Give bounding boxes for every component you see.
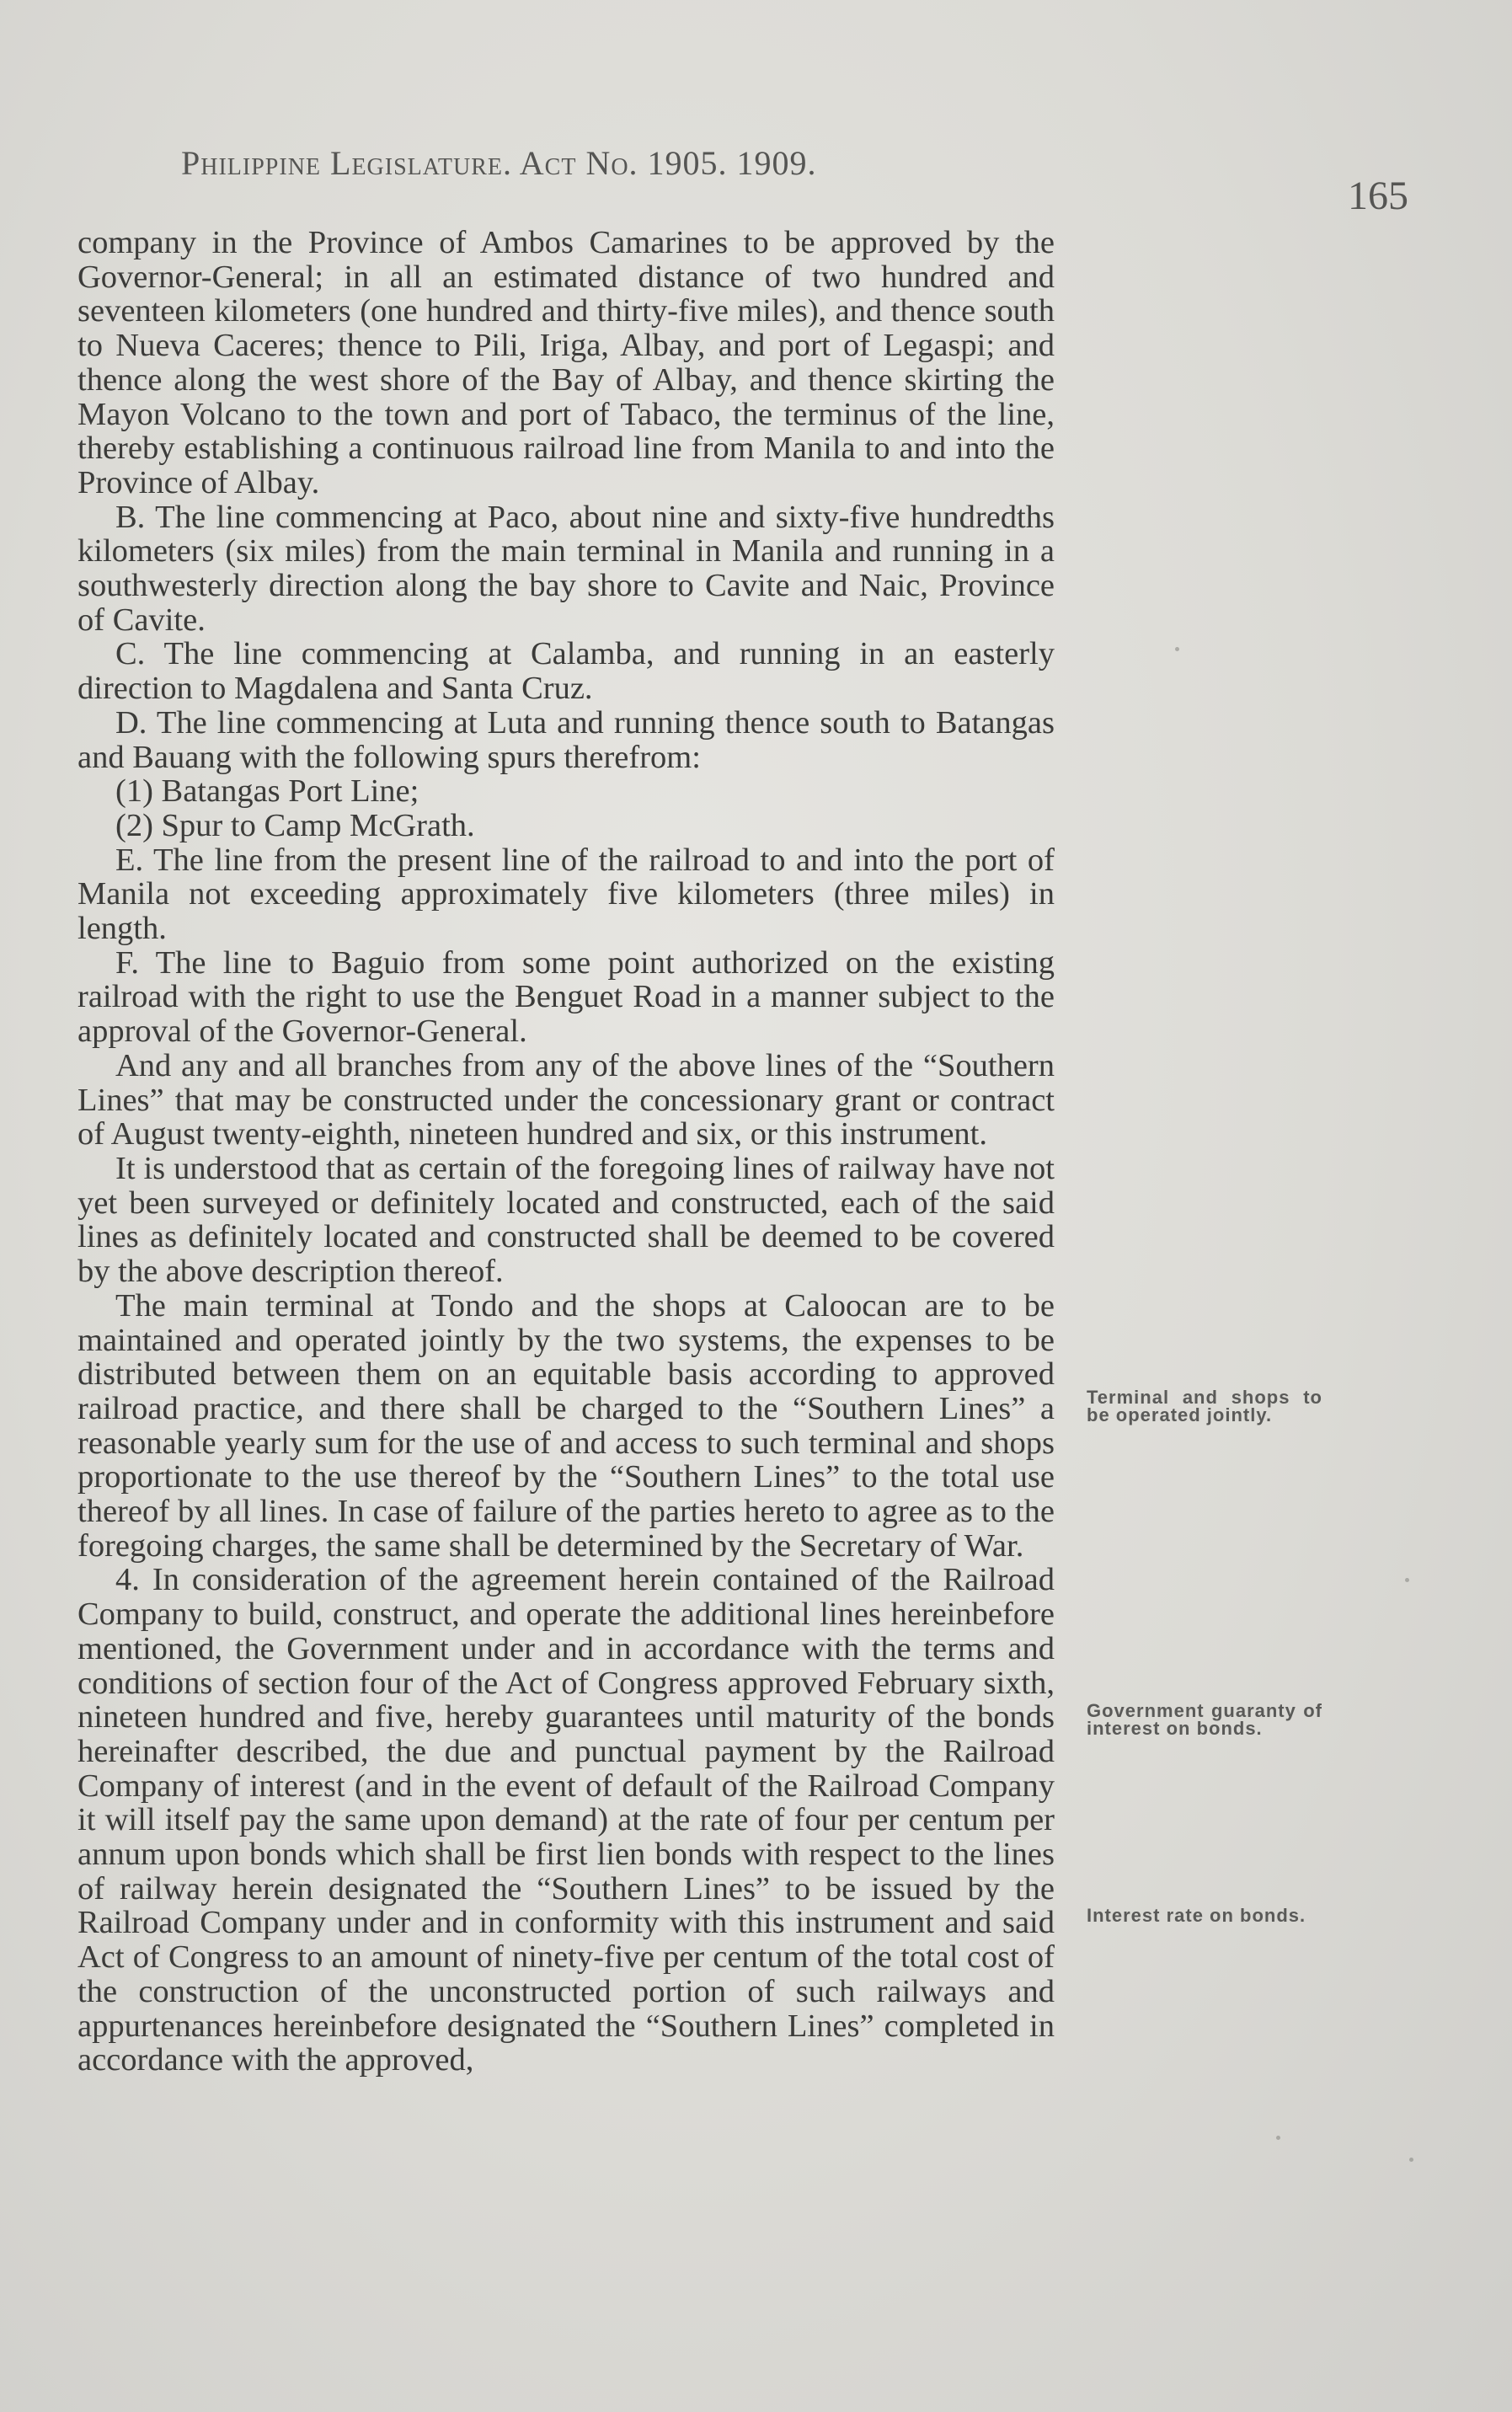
margin-note-guaranty: Government guaranty of interest on bonds. xyxy=(1087,1700,1322,1739)
page-number: 165 xyxy=(1348,174,1408,218)
paragraph-f: F. The line to Baguio from some point authorized on the existing railroad with the right to use the Benguet Road in a manner subject to the approval of the Governor-General. xyxy=(77,944,1055,1050)
margin-note-terminal: Terminal and shops to be operated jointly. xyxy=(1087,1387,1322,1425)
running-head: Philippine Legislature. Act No. 1905. 1909. xyxy=(181,144,817,182)
body-text xyxy=(77,226,1055,2078)
paper-speck xyxy=(1276,2136,1280,2140)
paragraph-e: E. The line from the present line of the railroad to and into the port of Manila not exceeding approximately five kilometers (three miles) in length. xyxy=(77,842,1055,947)
paragraph-section-4: 4. In consideration of the agreement herein contained of the Railroad Company to build, construct, and operate the additional lines hereinbefore mentioned, the Government under and in accordance with the terms and conditions of section four of the Act of Congress approved February sixth, nineteen hundred and five, hereby guarantees until maturity of the bonds hereinafter described, the due and punctual payment by the Railroad Company of interest (and in the event of default of the Railroad Company it will itself pay the same upon demand) at the rate of four per centum per annum upon bonds which shall be first lien bonds with respect to the lines of railway herein designated the “Southern Lines” to be issued by the Railroad Company under and in conformity with this instrument and said Act of Congress to an amount of ninety-five per centum of the total cost of the construction of the unconstructed portion of such railways and appurtenances hereinbefore designated the “Southern Lines” completed in accordance with the approved, xyxy=(77,1562,1055,2078)
paragraph-a-continuation: company in the Province of Ambos Camarines to be approved by the Governor-General; in all an estimated distance of two hundred and seventeen kilometers (one hundred and thirty-five miles), and thence south to Nueva Caceres; thence to Pili, Iriga, Albay, and port of Legaspi; and thence along the west shore of the Bay of Albay, and thence skirting the Mayon Volcano to the town and port of Tabaco, the terminus of the line, thereby establishing a continuous railroad line from Manila to and into the Province of Albay. xyxy=(77,225,1055,500)
paragraph-d: D. The line commencing at Luta and running thence south to Batangas and Bauang with the following spurs therefrom: xyxy=(77,704,1055,775)
paper-speck xyxy=(1409,2158,1413,2162)
paragraph-c: C. The line commencing at Calamba, and running in an easterly direction to Magdalena and Santa Cruz. xyxy=(77,636,1055,707)
paper-speck xyxy=(1175,647,1179,651)
margin-note-interest-rate: Interest rate on bonds. xyxy=(1087,1905,1306,1926)
paragraph-survey: It is understood that as certain of the foregoing lines of railway have not yet been surveyed or definitely located and constructed, each of the said lines as definitely located and constructed shall be deemed to be covered by the above description thereof. xyxy=(77,1150,1055,1290)
paragraph-b: B. The line commencing at Paco, about nine and sixty-five hundredths kilometers (six miles) from the main terminal in Manila and running in a southwesterly direction along the bay shore to Cavite and Naic, Province of Cavite. xyxy=(77,499,1055,638)
paragraph-terminal: The main terminal at Tondo and the shops at Caloocan are to be maintained and operated jointly by the two systems, the expenses to be distributed between them on an equitable basis according to approved railroad practice, and there shall be charged to the “Southern Lines” a reasonable yearly sum for the use of and access to such terminal and shops proportionate to the use thereof by the “Southern Lines” to the total use thereof by all lines. In case of failure of the parties hereto to agree as to the foregoing charges, the same shall be determined by the Secretary of War. xyxy=(77,1287,1055,1564)
paper-speck xyxy=(1405,1578,1409,1582)
spur-item-2: (2) Spur to Camp McGrath. xyxy=(115,807,475,843)
spur-item-1: (1) Batangas Port Line; xyxy=(115,773,419,810)
paragraph-branches: And any and all branches from any of the above lines of the “Southern Lines” that may be constructed under the concessionary grant or contract of August twenty-eighth, nineteen hundred and six, or this instrument. xyxy=(77,1047,1055,1153)
